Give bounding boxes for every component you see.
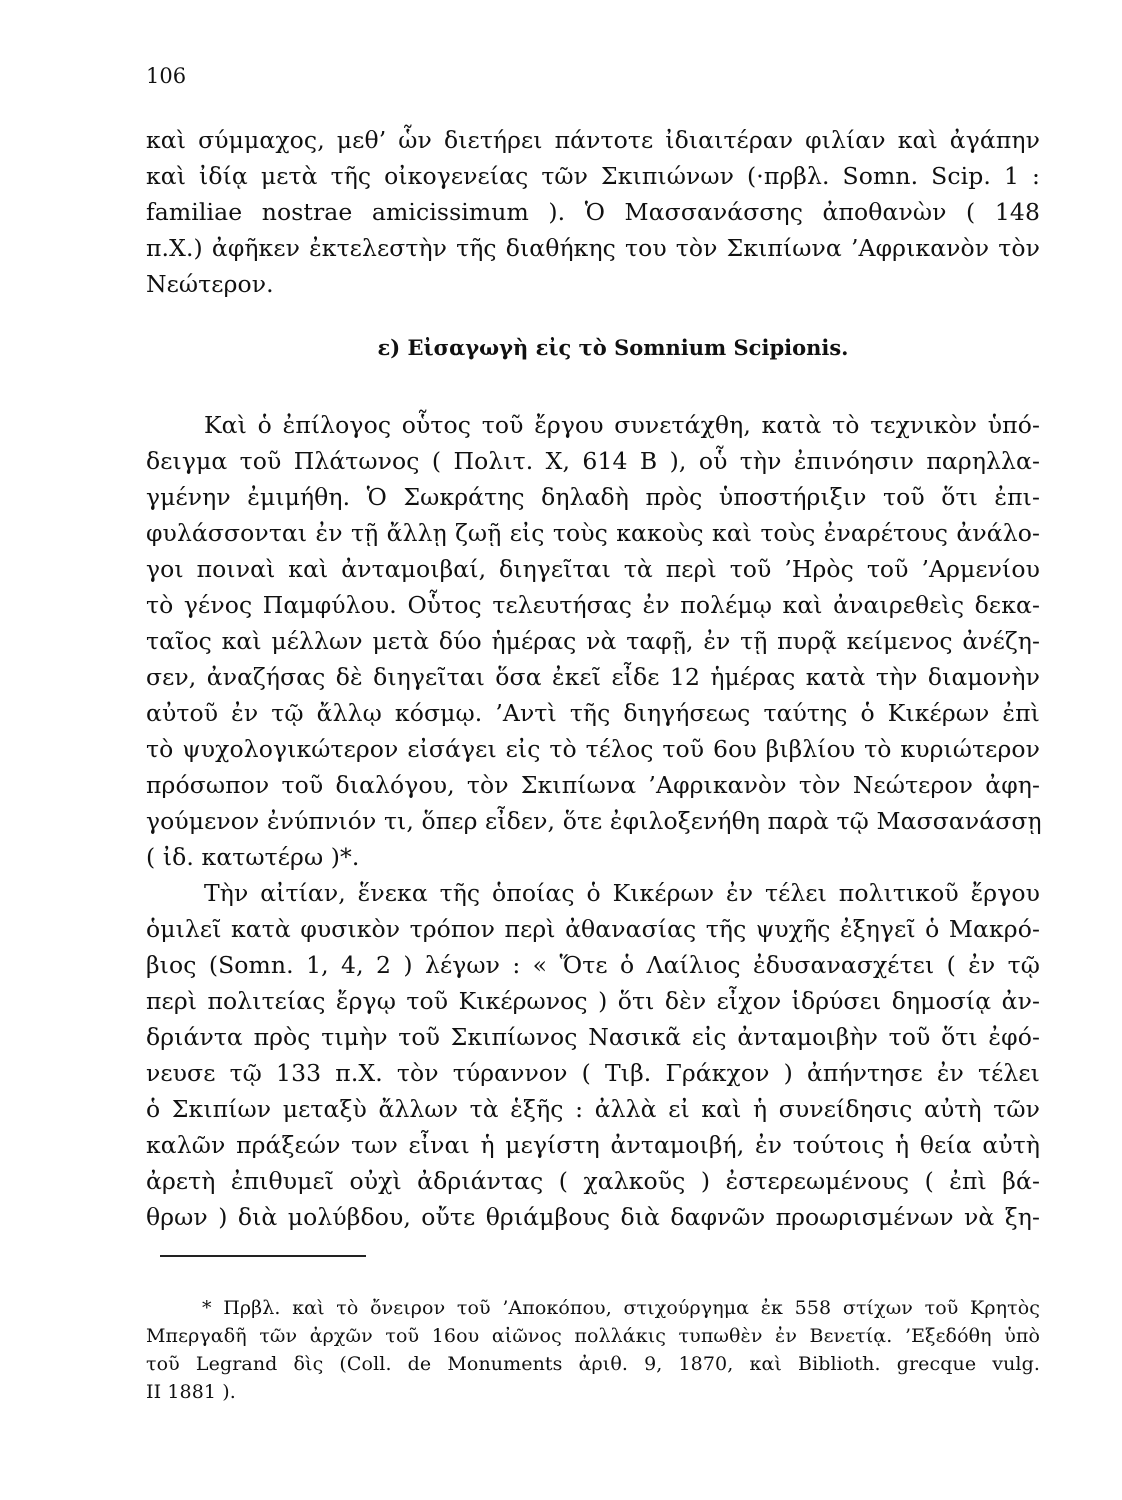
text-line: δειγμα τοῦ Πλάτωνος ( Πολιτ. Χ, 614 Β ), οὗ τὴν ἐπινόησιν παρηλλα- bbox=[146, 447, 1040, 475]
paragraph-3 bbox=[146, 875, 1040, 1235]
text-line: τὸ ψυχολογικώτερον εἰσάγει εἰς τὸ τέλος τοῦ 6ου βιβλίου τὸ κυριώτερον bbox=[146, 735, 1040, 763]
text-line: γούμενον ἐνύπνιόν τι, ὅπερ εἶδεν, ὅτε ἐφιλοξενήθη παρὰ τῷ Μασσανάσσῃ bbox=[146, 807, 1042, 835]
text-line: βιος (Somn. 1, 4, 2 ) λέγων : « Ὅτε ὁ Λαίλιος ἐδυσανασχέτει ( ἐν τῷ bbox=[146, 951, 1040, 979]
text-line: ἀρετὴ ἐπιθυμεῖ οὐχὶ ἀδριάντας ( χαλκοῦς ) ἐστερεωμένους ( ἐπὶ βά- bbox=[146, 1167, 1040, 1195]
text-line: ὁ Σκιπίων μεταξὺ ἄλλων τὰ ἑξῆς : ἀλλὰ εἰ καὶ ἡ συνείδησις αὐτὴ τῶν bbox=[146, 1095, 1040, 1123]
paragraph-1 bbox=[146, 122, 1040, 302]
text-line: Τὴν αἰτίαν, ἕνεκα τῆς ὁποίας ὁ Κικέρων ἐν τέλει πολιτικοῦ ἔργου bbox=[204, 879, 1040, 907]
page-number: 106 bbox=[146, 64, 187, 88]
text-line: γμένην ἐμιμήθη. Ὁ Σωκράτης δηλαδὴ πρὸς ὑποστήριξιν τοῦ ὅτι ἐπι- bbox=[146, 483, 1040, 511]
footnote-line: τοῦ Legrand δὶς (Coll. de Monuments ἀριθ. 9, 1870, καὶ Biblioth. grecque vulg. bbox=[146, 1353, 1040, 1375]
text-line: σεν, ἀναζήσας δὲ διηγεῖται ὅσα ἐκεῖ εἶδε 12 ἡμέρας κατὰ τὴν διαμονὴν bbox=[146, 663, 1040, 691]
text-line: πρόσωπον τοῦ διαλόγου, τὸν Σκιπίωνα ’Αφρικανὸν τὸν Νεώτερον ἀφη- bbox=[146, 771, 1040, 799]
footnote-divider bbox=[160, 1255, 366, 1257]
text-line: καὶ σύμμαχος, μεθ’ ὧν διετήρει πάντοτε ἰδιαιτέραν φιλίαν καὶ ἀγάπην bbox=[146, 126, 1040, 154]
text-line: νευσε τῷ 133 π.Χ. τὸν τύραννον ( Τιβ. Γράκχον ) ἀπήντησε ἐν τέλει bbox=[146, 1059, 1040, 1087]
text-line: καὶ ἰδίᾳ μετὰ τῆς οἰκογενείας τῶν Σκιπιώνων (·πρβλ. Somn. Scip. 1 : bbox=[146, 162, 1040, 190]
text-line: δριάντα πρὸς τιμὴν τοῦ Σκιπίωνος Νασικᾶ εἰς ἀνταμοιβὴν τοῦ ὅτι ἐφό- bbox=[146, 1023, 1040, 1051]
section-heading: ε) Εἰσαγωγὴ εἰς τὸ Somnium Scipionis. bbox=[377, 335, 849, 360]
text-line: περὶ πολιτείας ἔργῳ τοῦ Κικέρωνος ) ὅτι δὲν εἶχον ἱδρύσει δημοσίᾳ ἀν- bbox=[146, 987, 1040, 1015]
text-line: καλῶν πράξεών των εἶναι ἡ μεγίστη ἀνταμοιβή, ἐν τούτοις ἡ θεία αὐτὴ bbox=[146, 1131, 1040, 1159]
text-line: φυλάσσονται ἐν τῇ ἄλλῃ ζωῇ εἰς τοὺς κακοὺς καὶ τοὺς ἐναρέτους ἀνάλο- bbox=[146, 519, 1040, 547]
footnote-line: * Πρβλ. καὶ τὸ ὄνειρον τοῦ ’Αποκόπου, στιχούργημα ἐκ 558 στίχων τοῦ Κρητὸς bbox=[202, 1297, 1040, 1319]
text-line: π.Χ.) ἀφῆκεν ἐκτελεστὴν τῆς διαθήκης του τὸν Σκιπίωνα ’Αφρικανὸν τὸν bbox=[146, 234, 1040, 262]
text-line: familiae nostrae amicissimum ). Ὁ Μασσανάσσης ἀποθανὼν ( 148 bbox=[146, 198, 1040, 226]
footnote-line: Μπεργαδῆ τῶν ἀρχῶν τοῦ 16ου αἰῶνος πολλάκις τυπωθὲν ἐν Βενετίᾳ. ’Εξεδόθη ὑπὸ bbox=[146, 1325, 1040, 1347]
text-line: τὸ γένος Παμφύλου. Οὗτος τελευτήσας ἐν πολέμῳ καὶ ἀναιρεθεὶς δεκα- bbox=[146, 591, 1040, 619]
text-line: ( ἰδ. κατωτέρω )*. bbox=[146, 843, 360, 871]
text-line: θρων ) διὰ μολύβδου, οὔτε θριάμβους διὰ δαφνῶν προωρισμένων νὰ ξη- bbox=[146, 1203, 1040, 1231]
text-line: ὁμιλεῖ κατὰ φυσικὸν τρόπον περὶ ἀθανασίας τῆς ψυχῆς ἐξηγεῖ ὁ Μακρό- bbox=[146, 915, 1040, 943]
text-line: αὐτοῦ ἐν τῷ ἄλλῳ κόσμῳ. ’Αντὶ τῆς διηγήσεως ταύτης ὁ Κικέρων ἐπὶ bbox=[146, 699, 1040, 727]
text-line: Καὶ ὁ ἐπίλογος οὗτος τοῦ ἔργου συνετάχθη, κατὰ τὸ τεχνικὸν ὑπό- bbox=[204, 411, 1040, 439]
text-line: Νεώτερον. bbox=[146, 270, 274, 298]
footnote-line: II 1881 ). bbox=[146, 1381, 236, 1403]
paragraph-2 bbox=[146, 407, 1040, 875]
text-line: γοι ποιναὶ καὶ ἀνταμοιβαί, διηγεῖται τὰ περὶ τοῦ ’Ηρὸς τοῦ ’Αρμενίου bbox=[146, 555, 1040, 583]
footnote bbox=[146, 1294, 1040, 1406]
text-line: ταῖος καὶ μέλλων μετὰ δύο ἡμέρας νὰ ταφῇ, ἐν τῇ πυρᾷ κείμενος ἀνέζη- bbox=[146, 627, 1040, 655]
